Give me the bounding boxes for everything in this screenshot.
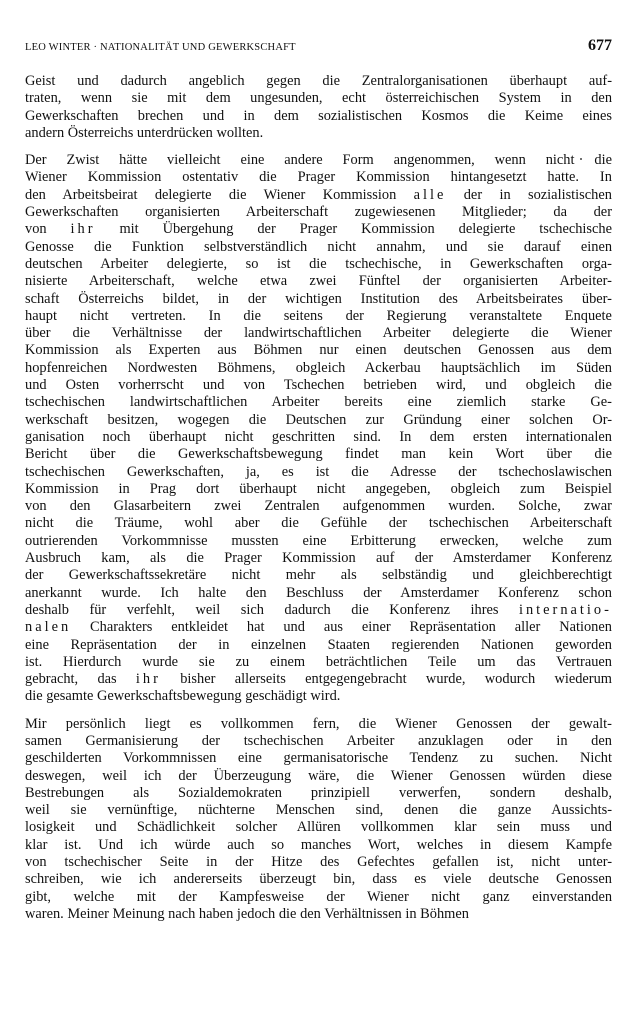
text-line: nisierte Arbeiterschaft, welche etwa zwei Fünftel der organisierten Arbeiter-	[25, 273, 612, 290]
spaced-emphasis: internatio-	[518, 601, 612, 618]
text-line: werkschaft besitzen, wogegen die Deutschen zur Gründung einer solchen Or-	[25, 411, 613, 428]
text-line: nicht die Träume, wohl aber die Gefühle der tschechischen Arbeiterschaft	[25, 515, 613, 532]
text-line: ganisation noch überhaupt nicht geschritten sind. In dem ersten internationalen	[25, 428, 612, 445]
text-line: gibt, welche mit der Kampfesweise der Wiener nicht ganz einverstanden	[25, 888, 613, 905]
paragraph	[25, 152, 612, 706]
text-line: schreiben, wie ich andererseits überzeugt bin, dass es viele deutsche Genossen	[25, 871, 612, 888]
text-line: deshalb für verfehlt, weil sich dadurch die Konferenz ihres internatio-	[25, 601, 612, 618]
spaced-emphasis: nalen	[25, 619, 72, 636]
text-line: Mir persönlich liegt es vollkommen fern, die Wiener Genossen der gewalt-	[25, 715, 612, 732]
text-line: und Osten vorherrscht und von Tschechen betrieben wird, und obgleich die	[25, 377, 612, 394]
text-line: Gewerkschaften brechen und in dem sozialistischen Kosmos die Keime eines	[25, 107, 612, 124]
text-line: Der Zwist hätte vielleicht eine andere Form angenommen, wenn nicht die	[25, 152, 612, 169]
paragraph-gap	[25, 706, 612, 716]
spaced-emphasis: ihr	[135, 671, 161, 688]
print-speck	[580, 158, 582, 160]
text-line: nalen Charakters entkleidet hat und aus einer Repräsentation aller Nationen	[25, 619, 612, 636]
running-header	[25, 39, 612, 55]
text-line: eine Repräsentation der in einzelnen Staaten regierenden Nationen geworden	[25, 636, 612, 653]
text-line: ist. Hierdurch wurde sie zu einem beträchtlichen Teile um das Vertrauen	[25, 653, 612, 670]
text-line: Genosse die Funktion selbstverständlich nicht annahm, und sie darauf einen	[25, 238, 613, 255]
text-line: losigkeit und Schädlichkeit solcher Allüren vollkommen klar sein muss und	[25, 819, 612, 836]
text-line: schaft Österreichs bildet, in der wichtigen Institution des Arbeitsbeirates über-	[25, 290, 612, 307]
text-line: Bericht über die Gewerkschaftsbewegung findet man kein Wort über die	[25, 446, 613, 463]
text-line: Geist und dadurch angeblich gegen die Zentralorganisationen überhaupt auf-	[25, 73, 612, 89]
text-line: die gesamte Gewerkschaftsbewegung geschädigt wird.	[25, 688, 341, 705]
text-line: über die Verhältnisse der landwirtschaftlichen Arbeiter delegierte die Wiener	[25, 325, 612, 342]
text-line: tschechischen landwirtschaftlichen Arbeiter bereits eine ziemlich starke Ge-	[25, 394, 612, 411]
text-line: Kommission als Experten aus Böhmen nur einen deutschen Genossen aus dem	[25, 342, 612, 359]
running-title: LEO WINTER · NATIONALITÄT UND GEWERKSCHAFT	[25, 42, 296, 53]
text-line: von den Glasarbeitern zwei Zentralen aufgenommen wurden. Solche, zwar	[25, 498, 612, 515]
text-line: andern Österreichs unterdrücken wollten.	[25, 124, 264, 141]
page-number: 677	[588, 37, 612, 54]
text-line: Wiener Kommission ostentativ die Prager Kommission hintangesetzt hatte. In	[25, 169, 612, 186]
text-line: hopfenreichen Nordwesten Böhmens, obgleich Ackerbau hauptsächlich im Süden	[25, 359, 612, 376]
text-line: gebracht, das ihr bisher allerseits entgegengebracht wurde, wodurch wiederum	[25, 671, 612, 688]
text-line: samen Germanisierung der tschechischen Arbeiter anzuklagen oder in den	[25, 732, 612, 749]
text-line: von tschechischer Seite in der Hitze des Gefechtes gefallen ist, nicht unter-	[25, 854, 613, 871]
text-line: tschechischen Gewerkschaften, ja, es ist die Adresse der tschechoslawischen	[25, 463, 613, 480]
text-line: klar ist. Und ich würde auch so manches Wort, welches in diesem Kampfe	[25, 836, 613, 853]
paragraph	[25, 73, 612, 142]
text-line: den Arbeitsbeirat delegierte die Wiener Kommission alle der in sozialistischen	[25, 186, 612, 203]
text-line: weil sie vernünftige, nüchterne Menschen sind, denen die ganze Aussichts-	[25, 802, 613, 819]
text-line: waren. Meiner Meinung nach haben jedoch die den Verhältnissen in Böhmen	[25, 905, 469, 922]
text-line: traten, wenn sie mit dem ungesunden, echt österreichischen System in den	[25, 90, 613, 107]
paragraph-gap	[25, 142, 612, 152]
spaced-emphasis: alle	[413, 186, 447, 203]
text-line: Ausbruch kam, als die Prager Kommission auf der Amsterdamer Konferenz	[25, 550, 613, 567]
text-line: Bestrebungen als Sozialdemokraten prinzipiell verwerfen, sondern deshalb,	[25, 784, 612, 801]
paragraph	[25, 716, 612, 924]
spaced-emphasis: ihr	[70, 221, 96, 238]
body-text	[25, 73, 612, 923]
text-line: von ihr mit Übergehung der Prager Kommission delegierte tschechische	[25, 221, 613, 238]
text-line: Gewerkschaften organisierten Arbeiterschaft zugewiesenen Mitglieder; da der	[25, 204, 612, 221]
text-line: anerkannt wurde. Ich halte den Beschluss der Amsterdamer Konferenz schon	[25, 584, 612, 601]
text-line: geschilderten Vorkommnissen eine germanisatorische Tendenz zu suchen. Nicht	[25, 750, 612, 767]
text-line: outrierenden Vorkommnisse mussten eine Erbitterung erwecken, welche zum	[25, 532, 612, 549]
text-line: haupt nicht vertreten. In die seitens der Regierung veranstaltete Enquete	[25, 307, 612, 324]
text-line: deswegen, weil ich der Überzeugung wäre, die Wiener Genossen würden diese	[25, 767, 612, 784]
text-line: deutschen Arbeiter delegierte, so ist die tschechische, in Gewerkschaften orga-	[25, 255, 612, 272]
text-line: der Gewerkschaftssekretäre nicht mehr als selbständig und gleichberechtigt	[25, 567, 612, 584]
text-line: Kommission in Prag dort überhaupt nicht angegeben, obgleich zum Beispiel	[25, 480, 613, 497]
